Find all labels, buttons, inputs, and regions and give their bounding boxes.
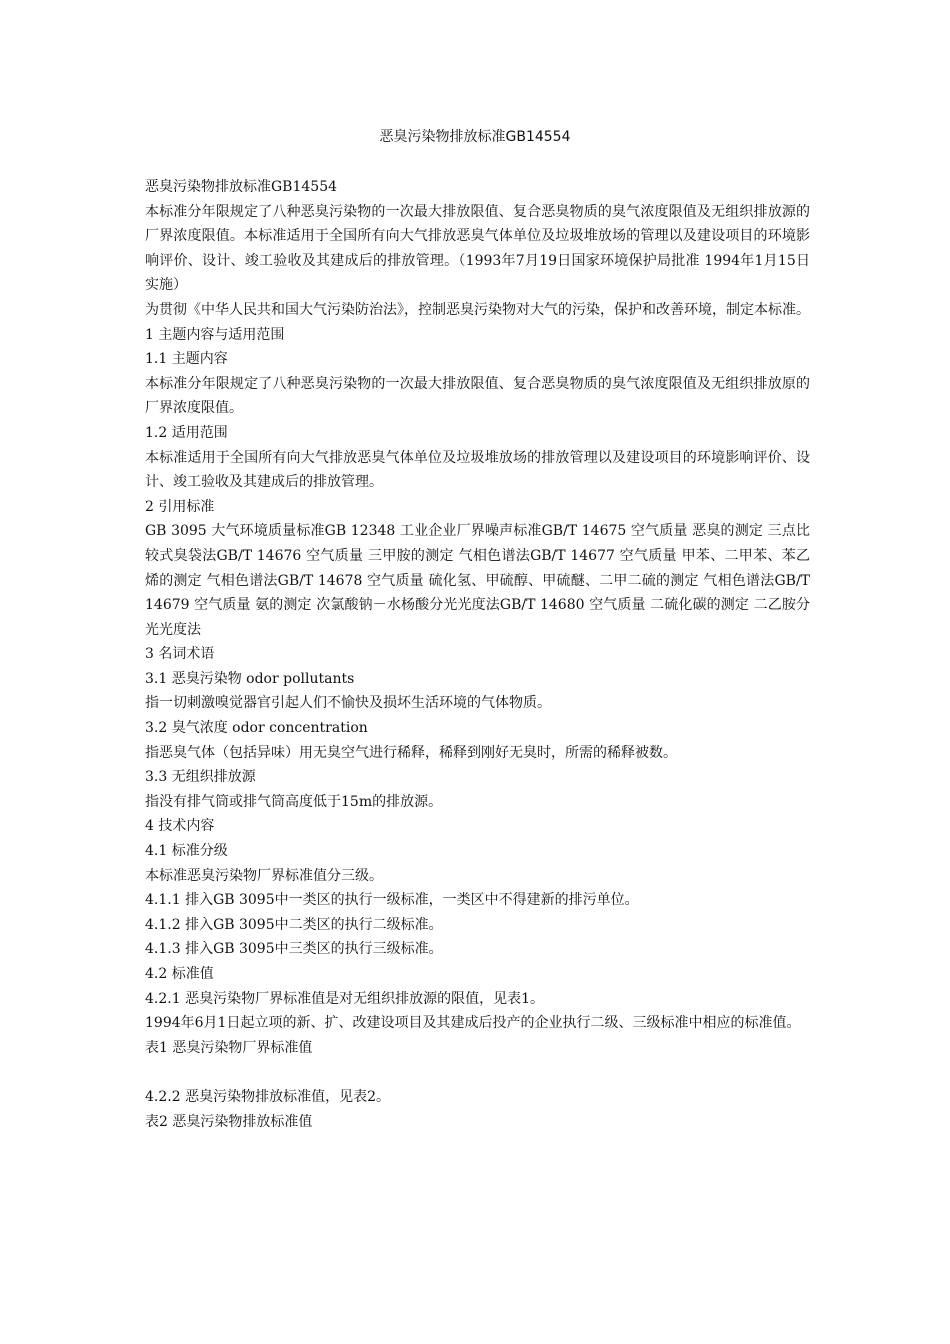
subsection-heading-1-1: 1.1 主题内容 [145, 351, 228, 368]
section-heading-1: 1 主题内容与适用范围 [145, 326, 285, 343]
section-heading-2: 2 引用标准 [145, 498, 215, 515]
blank-line [145, 1060, 810, 1085]
document-body [145, 175, 810, 1134]
document-title: 恶臭污染物排放标准GB14554 [379, 129, 571, 145]
paragraph-4-1-3: 4.1.3 排入GB 3095中三类区的执行三级标准。 [145, 941, 443, 958]
paragraph-3-2: 指恶臭气体（包括异味）用无臭空气进行稀释，稀释到刚好无臭时，所需的稀释被数。 [145, 744, 677, 761]
paragraph-effective-date: 1994年6月1日起立项的新、扩、改建设项目及其建成后投产的企业执行二级、三级标准中相应的标准值。 [145, 1015, 801, 1032]
paragraph-heading: 恶臭污染物排放标准GB14554 [145, 179, 338, 195]
table-caption-1: 表1 恶臭污染物厂界标准值 [145, 1039, 313, 1056]
paragraph-references: GB 3095 大气环境质量标准GB 12348 工业企业厂界噪声标准GB/T 14675 空气质量 恶臭的测定 三点比较式臭袋法GB/T 14676 空气质量 三甲胺的测定 气相色谱法GB/T 14677 空气质量 甲苯、二甲苯、苯乙烯的测定 气相色谱法GB/T 14678 空气质量 硫化氢、甲硫醇、甲硫醚、二甲二硫的测定 气相色谱法GB/T 14679 空气质量 氨的测定 次氯酸钠－水杨酸分光光度法GB/T 14680 空气质量 二硫化碳的测定 二乙胺分光光度法 [145, 523, 810, 638]
paragraph-1-1: 本标准分年限规定了八种恶臭污染物的一次最大排放限值、复合恶臭物质的臭气浓度限值及无组织排放原的厂界浓度限值。 [145, 375, 810, 417]
paragraph-4-1-1: 4.1.1 排入GB 3095中一类区的执行一级标准，一类区中不得建新的排污单位。 [145, 892, 639, 909]
paragraph-4-2-1: 4.2.1 恶臭污染物厂界标准值是对无组织排放源的限值，见表1。 [145, 990, 544, 1007]
paragraph-4-2-2: 4.2.2 恶臭污染物排放标准值，见表2。 [145, 1088, 390, 1105]
subsection-heading-3-1: 3.1 恶臭污染物 odor pollutants [145, 670, 355, 687]
subsection-heading-4-1: 4.1 标准分级 [145, 843, 228, 860]
paragraph-3-1: 指一切刺激嗅觉器官引起人们不愉快及损坏生活环境的气体物质。 [145, 695, 551, 712]
section-heading-4: 4 技术内容 [145, 818, 215, 835]
subsection-heading-1-2: 1.2 适用范围 [145, 424, 228, 441]
subsection-heading-3-2: 3.2 臭气浓度 odor concentration [145, 720, 368, 737]
paragraph-4-1-2: 4.1.2 排入GB 3095中二类区的执行二级标准。 [145, 916, 443, 933]
paragraph-1-2: 本标准适用于全国所有向大气排放恶臭气体单位及垃圾堆放场的排放管理以及建设项目的环境影响评价、设计、竣工验收及其建成后的排放管理。 [145, 449, 810, 491]
table-caption-2: 表2 恶臭污染物排放标准值 [145, 1113, 313, 1130]
subsection-heading-4-2: 4.2 标准值 [145, 966, 214, 982]
paragraph-3-3: 指没有排气筒或排气筒高度低于15m的排放源。 [145, 793, 443, 810]
paragraph-abstract: 本标准分年限规定了八种恶臭污染物的一次最大排放限值、复合恶臭物质的臭气浓度限值及无组织排放源的厂界浓度限值。本标准适用于全国所有向大气排放恶臭气体单位及垃圾堆放场的管理以及建设项目的环境影响评价、设计、竣工验收及其建成后的排放管理。（1993年7月19日国家环境保护局批准 1994年1月15日实施） [145, 203, 810, 294]
paragraph-preface: 为贯彻《中华人民共和国大气污染防治法》，控制恶臭污染物对大气的污染，保护和改善环境，制定本标准。 [145, 301, 810, 318]
section-heading-3: 3 名词术语 [145, 646, 215, 663]
subsection-heading-3-3: 3.3 无组织排放源 [145, 769, 256, 786]
paragraph-4-1: 本标准恶臭污染物厂界标准值分三级。 [145, 867, 383, 884]
